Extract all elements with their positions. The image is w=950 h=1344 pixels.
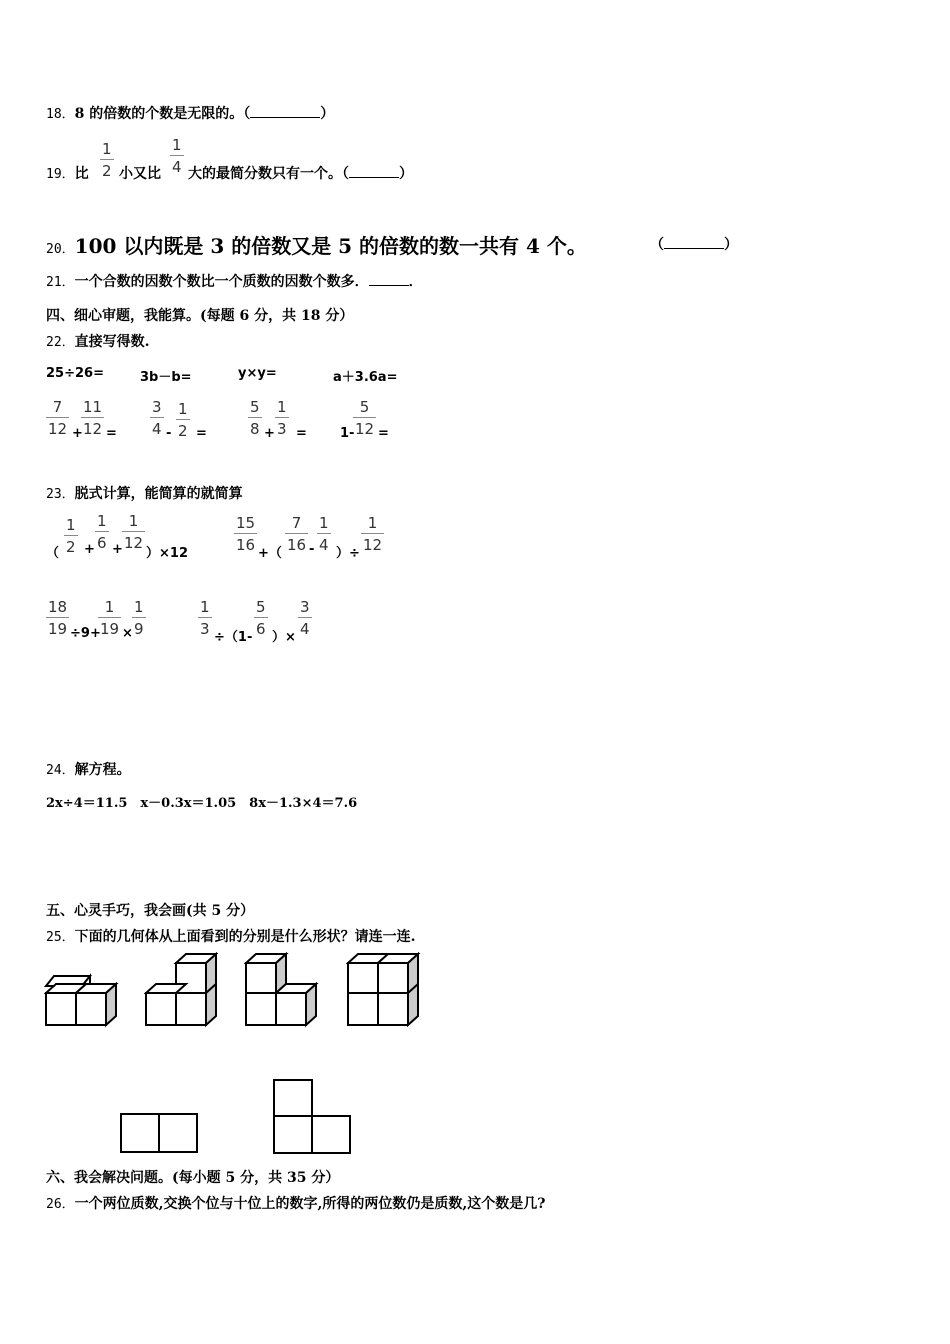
operator: +	[264, 426, 275, 441]
fraction: 1 19	[100, 598, 120, 638]
operator: ÷（1-	[214, 630, 253, 645]
fraction: 5 8	[250, 398, 260, 438]
fraction	[100, 142, 114, 179]
question-text: 大的最简分数只有一个。（ ）	[188, 166, 413, 182]
equals: =	[378, 426, 389, 441]
expression: y×y=	[238, 366, 277, 381]
fraction: 11 12	[83, 398, 103, 438]
answer-blank[interactable]	[349, 165, 399, 178]
question-text: 直接写得数.	[74, 334, 150, 350]
question-20	[46, 230, 587, 259]
operator: +	[72, 426, 83, 441]
question-25	[46, 926, 416, 946]
question-number: 20．	[46, 242, 75, 257]
question-text: 下面的几何体从上面看到的分别是什么形状？请连一连.	[74, 929, 416, 945]
operator: +	[112, 542, 123, 557]
top-view-shape-2[interactable]	[273, 1079, 351, 1155]
question-22	[46, 331, 150, 351]
fraction	[170, 138, 184, 175]
fraction: 3 4	[152, 398, 162, 438]
expression: a＋3.6a=	[333, 370, 398, 385]
fraction: 1 9	[134, 598, 144, 638]
question-number: 26．	[46, 1197, 75, 1212]
answer-blank[interactable]	[664, 236, 724, 249]
equals: =	[106, 426, 117, 441]
fraction: 1 6	[97, 512, 107, 552]
question-text: 100 以内既是 3 的倍数又是 5 的倍数的数一共有 4 个。	[74, 234, 587, 258]
operator: ）×	[272, 630, 296, 645]
operator: ×	[122, 626, 133, 641]
fraction: 1 12	[363, 514, 383, 554]
operator: -	[166, 426, 172, 441]
fraction: 3 4	[300, 598, 310, 638]
fraction: 1 2	[66, 516, 76, 556]
question-19	[46, 163, 89, 183]
question-number: 21．	[46, 275, 75, 290]
question-26	[46, 1193, 545, 1213]
operator: -	[309, 542, 315, 557]
operator: ÷9+	[70, 626, 101, 641]
question-number: 25．	[46, 930, 75, 945]
question-number: 24．	[46, 763, 75, 778]
fraction: 18 19	[48, 598, 68, 638]
denominator: 4	[172, 158, 182, 176]
question-text: 比	[74, 166, 89, 182]
question-24	[46, 759, 131, 779]
fraction: 5 6	[256, 598, 266, 638]
fraction: 7 12	[48, 398, 68, 438]
numerator: 1	[172, 136, 182, 154]
expression: 25÷26=	[46, 366, 104, 381]
question-text: 一个合数的因数个数比一个质数的因数个数多．	[74, 274, 369, 290]
fraction: 1 2	[178, 400, 188, 440]
top-view-shape-1[interactable]	[120, 1113, 198, 1155]
denominator: 2	[102, 162, 112, 180]
operator: +	[84, 542, 95, 557]
fraction: 1 3	[200, 598, 210, 638]
question-text: 8 的倍数的个数是无限的。（	[74, 106, 251, 122]
answer-blank[interactable]	[250, 105, 320, 118]
answer-area: （ ）	[650, 237, 738, 253]
close-paren: ）	[320, 106, 335, 122]
question-text: 小又比	[119, 166, 161, 182]
section-heading-6: 六、我会解决问题。(每小题 5 分，共 35 分）	[46, 1170, 340, 1186]
fraction: 1 12	[124, 512, 144, 552]
equations: 2x÷4＝11.5 x－0.3x＝1.05 8x－1.3×4＝7.6	[46, 796, 358, 811]
expression: 3b－b=	[140, 370, 192, 385]
answer-blank[interactable]	[369, 273, 409, 286]
equals: =	[296, 426, 307, 441]
solid-figure-1	[44, 970, 120, 1028]
solid-figure-3	[244, 952, 320, 1028]
operator: +（	[258, 546, 282, 561]
fraction: 7 16	[287, 514, 307, 554]
fraction: 5 12	[355, 398, 375, 438]
solid-figure-4	[346, 952, 422, 1028]
question-23	[46, 483, 243, 503]
section-heading-4: 四、细心审题，我能算。(每题 6 分，共 18 分）	[46, 308, 354, 324]
fraction: 1 4	[319, 514, 329, 554]
question-number: 23．	[46, 487, 75, 502]
fraction: 1 3	[277, 398, 287, 438]
solid-figure-2	[144, 952, 218, 1028]
question-number: 18．	[46, 107, 75, 122]
operator: ）÷	[336, 546, 360, 561]
question-number: 22．	[46, 335, 75, 350]
question-number: 19．	[46, 167, 75, 182]
expression: ）×12	[146, 546, 188, 561]
question-text: 脱式计算，能简算的就简算	[74, 486, 243, 502]
expression: 1-	[340, 426, 355, 441]
paren: （	[46, 546, 60, 561]
numerator: 1	[102, 140, 112, 158]
section-heading-5: 五、心灵手巧，我会画(共 5 分）	[46, 903, 255, 919]
question-text: 一个两位质数,交换个位与十位上的数字,所得的两位数仍是质数,这个数是几?	[74, 1196, 546, 1212]
fraction: 15 16	[236, 514, 256, 554]
question-21: 21．一个合数的因数个数比一个质数的因数个数多． ．	[46, 274, 423, 290]
equals: =	[196, 426, 207, 441]
question-text: 解方程。	[74, 762, 131, 778]
question-18	[46, 103, 334, 123]
